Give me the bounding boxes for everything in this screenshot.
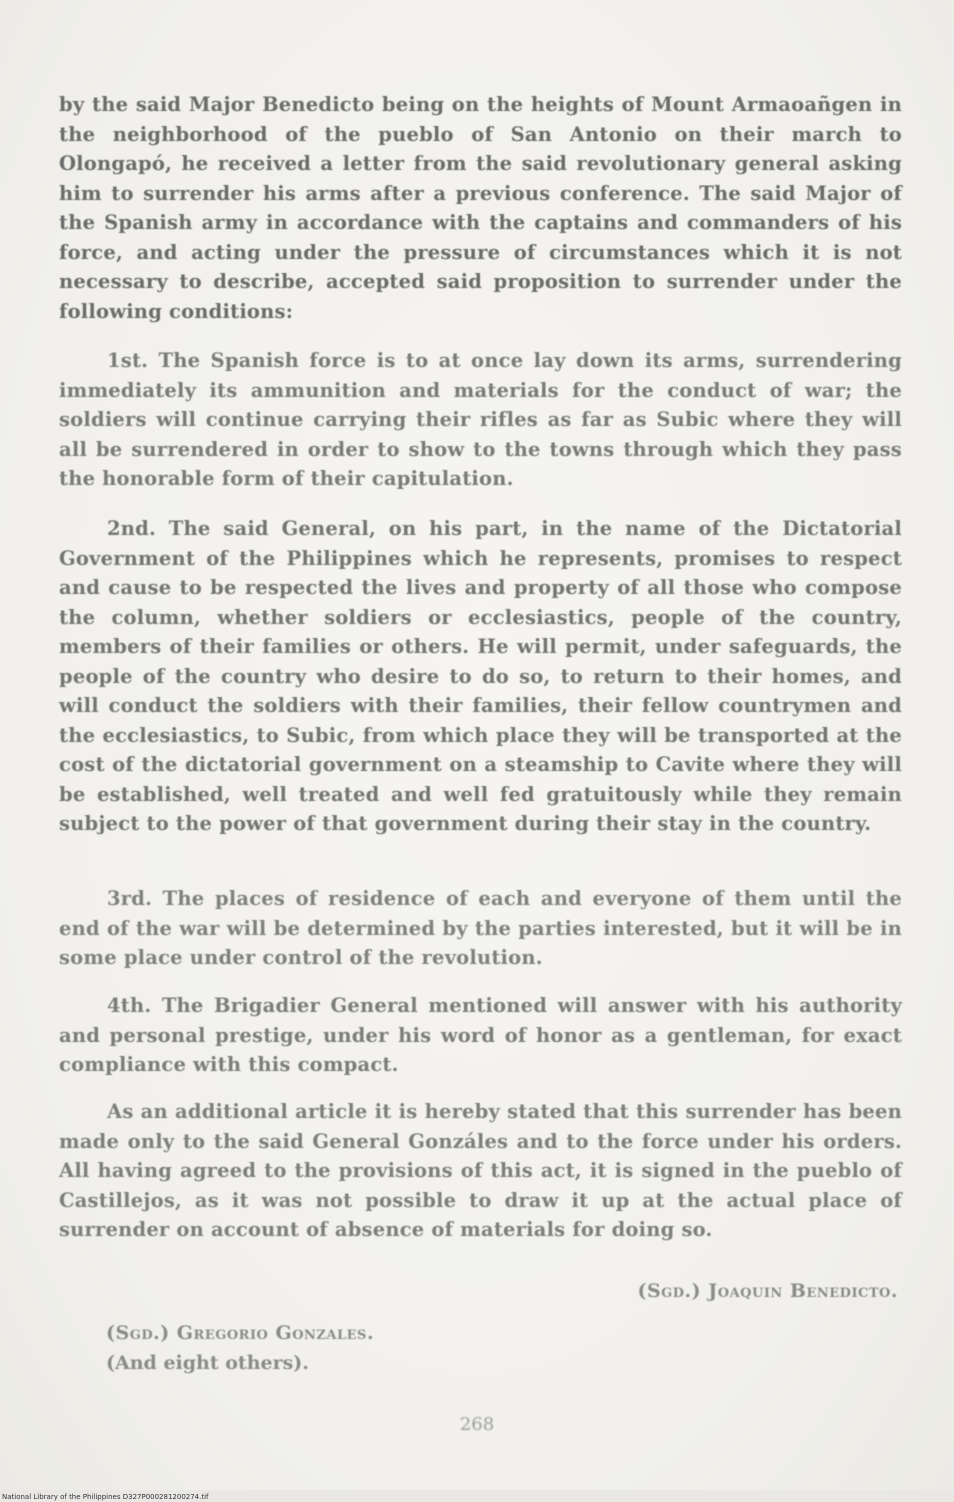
paragraph-additional-article <box>59 1097 902 1245</box>
paragraph-condition-4 <box>59 991 902 1080</box>
paragraph-text: As an additional article it is hereby stated that this surrender has been made only to the said General Gonzáles and to the force under his orders. All having agreed to the provisions of this act, it is signed in the pueblo of Castillejos, as it was not possible to draw it up at the actual place of surrender on account of absence of materials for doing so. <box>59 1100 902 1241</box>
archive-footer: National Library of the Philippines D327P000281200274.tif <box>2 1493 209 1501</box>
signature-block-left <box>106 1318 374 1378</box>
paragraph-text: by the said Major Benedicto being on the heights of Mount Armaoañgen in the neighborhood of the pueblo of San Antonio on their march to Olongapó, he received a letter from the said revolutionary general asking him to surrender his arms after a previous conference. The said Major of the Spanish army in accordance with the captains and commanders of his force, and acting under the pressure of circumstances which it is not necessary to describe, accepted said proposition to surrender under the following conditions: <box>59 93 902 323</box>
paragraph-condition-3 <box>59 884 902 973</box>
paragraph-text: 2nd. The said General, on his part, in the name of the Dictatorial Government of the Philippines which he represents, promises to respect and cause to be respected the lives and property of all those who compose the column, whether soldiers or ecclesiastics, people of the country, members of their families or others. He will permit, under safeguards, the people of the country who desire to do so, to return to their homes, and will conduct the soldiers with their families, their fellow countrymen and the ecclesiastics, to Subic, from which place they will be transported at the cost of the dictatorial government on a steamship to Cavite where they will be established, well treated and well fed gratuitously while they remain subject to the power of that government during their stay in the country. <box>59 517 902 835</box>
signature-gonzales: (Sgd.) Gregorio Gonzales. <box>106 1322 375 1344</box>
page-number: 268 <box>459 1414 495 1435</box>
paragraph-text: 3rd. The places of residence of each and everyone of them until the end of the war will be determined by the parties interested, but it will be in some place under control of the revolution. <box>59 887 902 969</box>
paragraph-text: 4th. The Brigadier General mentioned will answer with his authority and personal prestige, under his word of honor as a gentleman, for exact compliance with this compact. <box>59 994 902 1076</box>
signature-others: (And eight others). <box>106 1352 309 1374</box>
footer-strip <box>0 1490 954 1502</box>
paragraph-intro <box>59 90 902 326</box>
paragraph-text: 1st. The Spanish force is to at once lay down its arms, surrendering immediately its ammunition and materials for the conduct of war; the soldiers will continue carrying their rifles as far as Subic where they will all be surrendered in order to show to the towns through which they pass the honorable form of their capitulation. <box>59 349 902 490</box>
signature-benedicto: (Sgd.) Joaquin Benedicto. <box>637 1280 898 1302</box>
paragraph-condition-2 <box>59 514 902 839</box>
paragraph-condition-1 <box>59 346 902 494</box>
